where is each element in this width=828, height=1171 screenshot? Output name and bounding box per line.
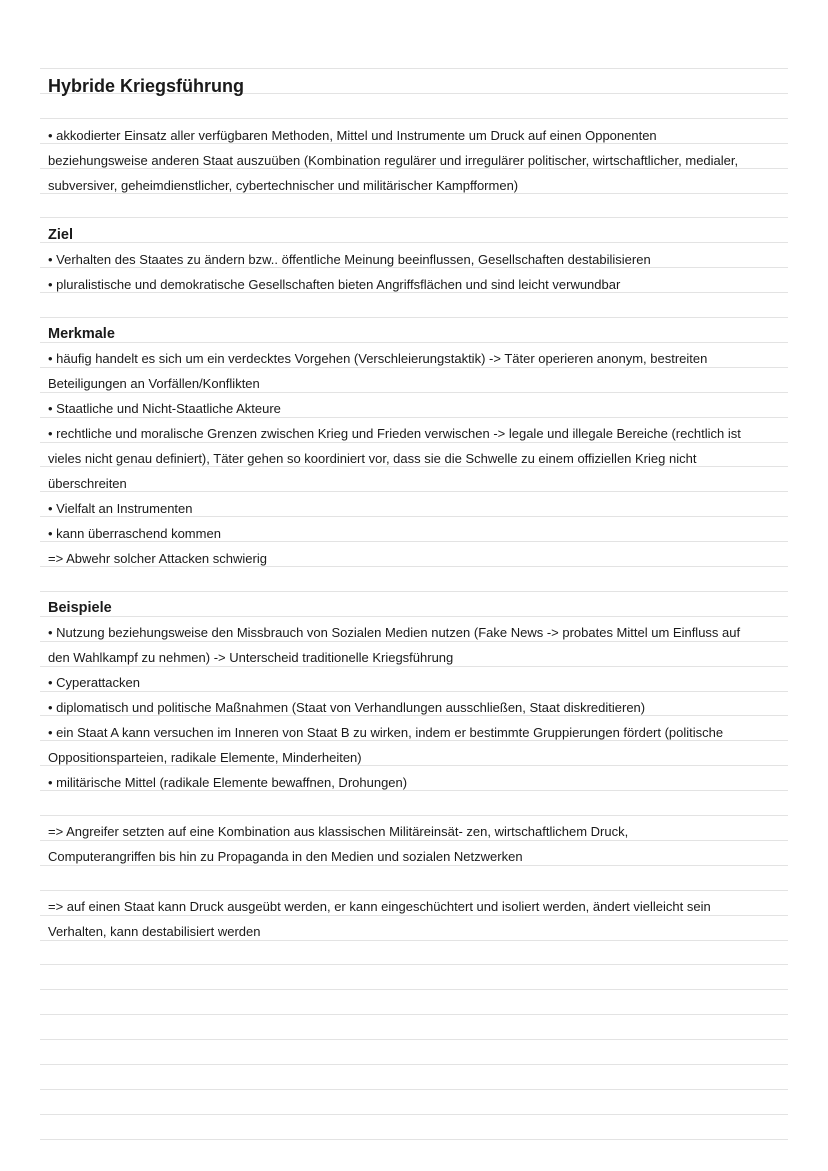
ruled-line: [40, 666, 788, 667]
merkmale-line: • Staatliche und Nicht-Staatliche Akteure: [48, 401, 281, 416]
beispiele-line: • diplomatisch und politische Maßnahmen (Staat von Verhandlungen ausschließen, Staat diskreditieren): [48, 700, 646, 715]
ruled-line: [40, 840, 788, 841]
page-title: Hybride Kriegsführung: [48, 76, 245, 96]
ruled-line: [40, 317, 788, 318]
beispiele-line: • Cyperattacken: [48, 675, 140, 690]
ruled-line: [40, 392, 788, 393]
merkmale-line: Beteiligungen an Vorfällen/Konflikten: [48, 376, 260, 391]
beispiele-line: den Wahlkampf zu nehmen) -> Unterscheid traditionelle Kriegsführung: [48, 650, 454, 665]
ruled-line: [40, 915, 788, 916]
beispiele-line: • ein Staat A kann versuchen im Inneren von Staat B zu wirken, indem er bestimmte Gruppierungen fördert (politische: [48, 725, 724, 740]
ruled-line: [40, 417, 788, 418]
definition-line: subversiver, geheimdienstlicher, cybertechnischer und militärischer Kampfformen): [48, 178, 519, 193]
ruled-line: [40, 641, 788, 642]
conclusion-line: => auf einen Staat kann Druck ausgeübt werden, er kann eingeschüchtert und isoliert werden, ändert vielleicht sein: [48, 899, 711, 914]
definition-line: beziehungsweise anderen Staat auszuüben (Kombination regulärer und irregulärer politischer, wirtschaftlicher, medialer,: [48, 153, 739, 168]
ruled-line: [40, 940, 788, 941]
section-heading-beispiele: Beispiele: [48, 600, 112, 616]
ruled-line: [40, 1039, 788, 1040]
ziel-line: • pluralistische und demokratische Gesellschaften bieten Angriffsflächen und sind leicht verwundbar: [48, 277, 621, 292]
ruled-line: [40, 217, 788, 218]
ruled-line: [40, 442, 788, 443]
merkmale-line: • Vielfalt an Instrumenten: [48, 501, 193, 516]
ruled-line: [40, 118, 788, 119]
ziel-line: • Verhalten des Staates zu ändern bzw.. öffentliche Meinung beeinflussen, Gesellschaften destabilisieren: [48, 252, 651, 267]
merkmale-line: vieles nicht genau definiert), Täter gehen so koordiniert vor, dass sie die Schwelle zu einem offiziellen Krieg nicht: [48, 451, 697, 466]
merkmale-line: => Abwehr solcher Attacken schwierig: [48, 551, 267, 566]
merkmale-line: • kann überraschend kommen: [48, 526, 221, 541]
ruled-line: [40, 890, 788, 891]
section-heading-ziel: Ziel: [48, 227, 73, 243]
section-heading-merkmale: Merkmale: [48, 326, 115, 342]
ruled-line: [40, 68, 788, 69]
ruled-line: [40, 591, 788, 592]
beispiele-line: • Nutzung beziehungsweise den Missbrauch von Sozialen Medien nutzen (Fake News -> probates Mittel um Einfluss auf: [48, 625, 741, 640]
ruled-line: [40, 691, 788, 692]
beispiele-line: Oppositionsparteien, radikale Elemente, Minderheiten): [48, 750, 362, 765]
ruled-line: [40, 964, 788, 965]
ruled-line: [40, 815, 788, 816]
ruled-line: [40, 1014, 788, 1015]
merkmale-line: • häufig handelt es sich um ein verdecktes Vorgehen (Verschleierungstaktik) -> Täter operieren anonym, bestreiten: [48, 351, 708, 366]
conclusion-line: Computerangriffen bis hin zu Propaganda in den Medien und sozialen Netzwerken: [48, 849, 523, 864]
ruled-line: [40, 367, 788, 368]
ruled-line: [40, 1064, 788, 1065]
ruled-line: [40, 989, 788, 990]
ruled-line: [40, 865, 788, 866]
beispiele-line: • militärische Mittel (radikale Elemente bewaffnen, Drohungen): [48, 775, 408, 790]
ruled-line: [40, 1089, 788, 1090]
ruled-line: [40, 1114, 788, 1115]
conclusion-line: Verhalten, kann destabilisiert werden: [48, 924, 261, 939]
definition-line: • akkodierter Einsatz aller verfügbaren Methoden, Mittel und Instrumente um Druck auf einen Opponenten: [48, 128, 657, 143]
merkmale-line: • rechtliche und moralische Grenzen zwischen Krieg und Frieden verwischen -> legale und illegale Bereiche (rechtlich ist: [48, 426, 741, 441]
merkmale-line: überschreiten: [48, 476, 127, 491]
conclusion-line: => Angreifer setzten auf eine Kombination aus klassischen Militäreinsät- zen, wirtschaftlichem Druck,: [48, 824, 629, 839]
ruled-line: [40, 1139, 788, 1140]
